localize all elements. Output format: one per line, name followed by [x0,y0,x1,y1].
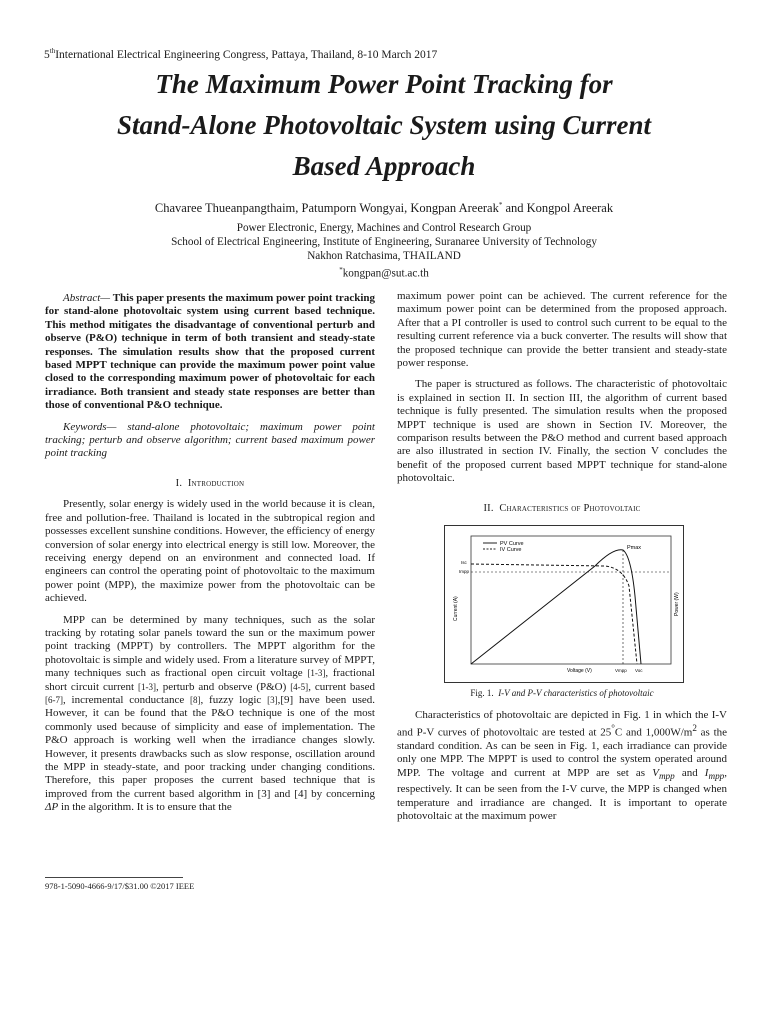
plot-frame [471,536,671,664]
section-heading-introduction: I. Introduction [175,477,245,489]
iv-pv-plot [445,526,683,682]
characteristics-paragraph: Characteristics of photovoltaic are depicted in Fig. 1 in which the I-V and P-V curves of photovoltaic are tested at 25°C and $1,000W/m^2$ as the standard condition. As can be seen in Fig. 1, each irradiance can provide only one MPP. The MPPT is used to control the system operated around MPP. The voltage and current at MPP are set as $V_{mpp}$ and $I_{mpp}$, respectively. It can be seen from the I-V curve, the MPP is changed when temperature and irradiance are changed. It is important to operate photovoltaic at the maximum power [397,708,728,823]
impp-label: Impp [459,569,470,575]
citation[interactable]: [8] [190,694,201,705]
legend-iv-label: IV Curve [500,547,522,554]
isc-label: Isc [461,560,467,566]
copyright-footer: 978-1-5090-4666-9/17/$31.00 ©2017 IEEE [45,881,195,891]
affiliation-location: Nakhon Ratchasima, THAILAND [307,250,461,262]
title-line-3: Based Approach [292,151,476,181]
paper-title [40,64,728,187]
figure-iv-pv-curves [444,525,684,683]
citation[interactable]: [3] [267,694,278,705]
pv-curve [471,550,641,664]
author-email[interactable]: *kongpan@sut.ac.th [339,266,429,280]
citation[interactable]: [6-7] [45,694,63,705]
footer-rule [45,877,183,878]
keywords-text: stand-alone photovoltaic; maximum power point tracking; perturb and observe algorithm; current based maximum power point tracking [45,420,375,460]
title-line-2: Stand-Alone Photovoltaic System using Current [116,110,652,140]
legend-pv-label: PV Curve [500,541,524,548]
right-column [397,290,727,832]
affiliation-school: School of Electrical Engineering, Institute of Engineering, Suranaree University of Technology [171,236,597,248]
iv-curve [471,564,637,664]
intro-paragraph-1: Presently, solar energy is widely used in the world because it is clean, free and pollution-free. Thailand is located in the subtropical region and possesses excellent sunshine conditions. However, the efficiency of energy conversion of solar energy into electrical energy is still low. Moreover, the receiving energy depend on an environment and connected load. If engineers can control the operating point of photovoltaic to the maximum power point (MPP), the maximize power from the photovoltaic can be achieved. [45,498,375,605]
citation[interactable]: [4-5] [290,681,309,692]
structure-paragraph: The paper is structured as follows. The characteristic of photovoltaic is explained in section II. In section III, the algorithm of current based technique is fully presented. The simulation results when the proposed MPPT technique is used are shown in Section IV. Moreover, the comparison results between the P&O method and current based approach are also illustrated in section IV. Finally, the section V concludes the benefit of the proposed current based MPPT technique for stand-alone photovoltaic. [397,378,727,485]
keywords-label: Keywords— [63,420,117,433]
conference-header: 5thInternational Electrical Engineering Congress, Pattaya, Thailand, 8-10 March 2017 [44,47,438,61]
section-heading-characteristics: II. Characteristics of Photovoltaic [483,502,641,514]
vmpp-label: Vmpp [615,668,627,674]
power-axis-label: Power (W) [674,592,680,617]
abstract-text: This paper presents the maximum power point tracking for stand-alone photovoltaic system using current based technique. This method mitigates the disadvantage of conventional perturb and observe (P&O) technique in term of both transient and steady-state responses. The simulation results show that the proposed current based MPPT technique can provide the maximum power point value closed to the corresponding maximum power of photovoltaic for each irradiance. Both transient and steady state responses are better than those of conventional P&O technique. [45,292,375,412]
author-list: Chavaree Thueanpangthaim, Patumporn Wongyai, Kongpan Areerak* and Kongpol Areerak [154,201,614,216]
citation[interactable]: [1-3] [138,681,157,692]
voc-label: Voc [635,668,643,674]
abstract-label: Abstract— [63,292,111,304]
citation[interactable]: [1-3] [307,668,326,679]
keywords [45,421,375,461]
affiliation-group: Power Electronic, Energy, Machines and Control Research Group [236,222,532,234]
left-column [45,292,375,823]
pmax-label: Pmax [627,545,642,552]
affiliation [40,221,728,281]
intro-continued-paragraph: maximum power point can be achieved. The current reference for the maximum power point can be determined from the proposed approach. After that a PI controller is used to control such current to be equal to the resulting current reference via a buck converter. The results will show that the proposed technique can provide the better transient and steady-state power response. [397,290,727,370]
figure-caption: Fig. 1. I-V and P-V characteristics of photovoltaic [470,688,654,699]
current-axis-label: Current (A) [453,596,459,622]
title-line-1: The Maximum Power Point Tracking for [155,69,613,99]
abstract [45,292,375,413]
voltage-axis-label: Voltage (V) [567,668,592,675]
intro-paragraph-2: MPP can be determined by many techniques, such as the solar tracking by rotating solar panels toward the sun or the maximum power point tracking (MPPT) by controllers. The MPPT algorithm for the photovoltaic is simple and widely used. From a literature survey of MPPT, many techniques such as fractional open circuit voltage [1-3], fractional short circuit current [1-3], perturb and observe (P&O) [4-5], current based [6-7], incremental conductance [8], fuzzy logic [3],[9] have been used. However, it can be found that the P&O technique is one of the most commonly used because of simplicity and ease of implementation. The P&O approach is working well when the irradiance changes slowly. However, it presents drawbacks such as slow response, oscillation around the MPP in steady-state, and poor tracking under changing conditions. Therefore, this paper proposes the current based technique that is improved from the current based algorithm in [3] and [4] by concerning ΔP in the algorithm. It is to ensure that the [45,613,375,814]
